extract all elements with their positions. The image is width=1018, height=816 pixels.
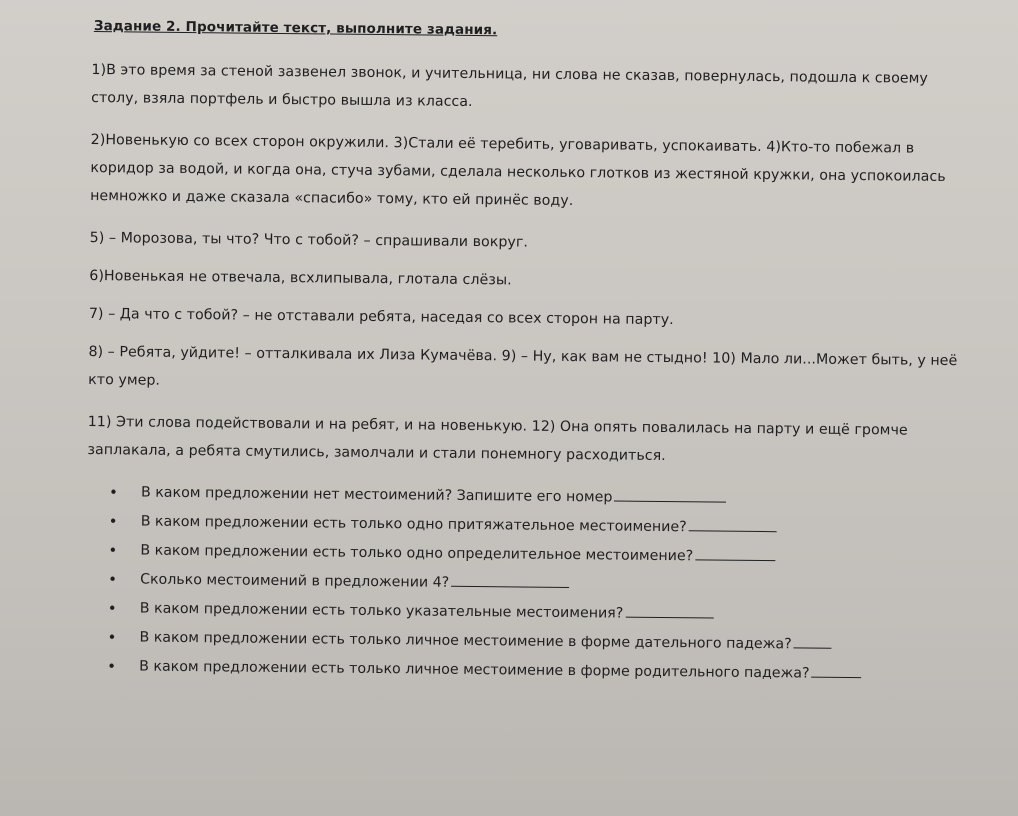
worksheet-content: [85, 18, 972, 690]
text-paragraph-2: 2)Новенькую со всех сторон окружили. 3)Стали её теребить, уговаривать, успокаивать. 4)Кто-то побежал в коридор за водой, и когда она, стуча зубами, сделала несколько глотков из жестяной кружки, она успокоилась немножко и даже сказала «спасибо» тому, кто ей принёс воду.: [90, 131, 946, 210]
task-title: Задание 2. Прочитайте текст, выполните задания.: [93, 18, 498, 39]
answer-blank[interactable]: [794, 633, 832, 648]
answer-blank[interactable]: [689, 516, 777, 532]
text-paragraph-5: 7) – Да что с тобой? – не отставали ребята, наседая со всех сторон на парту.: [88, 305, 674, 329]
answer-blank[interactable]: [614, 486, 726, 502]
question-text: В каком предложении есть только одно определительное местоимение?: [140, 542, 694, 565]
question-text: В каком предложении есть только личное местоимение в форме родительного падежа?: [139, 658, 810, 682]
bullet-icon: •: [107, 628, 117, 647]
text-paragraph-7: 11) Эти слова подействовали и на ребят, и на новенькую. 12) Она опять повалилась на парту и ещё громче заплакала, а ребята смутились, замолчали и стали понемногу расходиться.: [87, 413, 908, 465]
question-text: В каком предложении нет местоимений? Запишите его номер: [140, 484, 613, 506]
answer-blank[interactable]: [695, 545, 775, 561]
bullet-icon: •: [108, 541, 118, 560]
answer-blank[interactable]: [625, 603, 713, 619]
bullet-icon: •: [108, 483, 118, 502]
answer-blank[interactable]: [451, 572, 569, 588]
question-text: В каком предложении есть только указательные местоимения?: [139, 600, 624, 622]
text-paragraph-3: 5) – Морозова, ты что? Что с тобой? – спрашивали вокруг.: [89, 229, 529, 251]
text-paragraph-4: 6)Новенькая не отвечала, всхлипывала, глотала слёзы.: [89, 267, 512, 289]
bullet-icon: •: [108, 512, 118, 531]
bullet-icon: •: [107, 657, 117, 676]
question-text: В каком предложении есть только одно притяжательное местоимение?: [140, 513, 687, 536]
bullet-icon: •: [108, 570, 118, 589]
question-text: В каком предложении есть только личное местоимение в форме дательного падежа?: [139, 629, 792, 653]
question-text: Сколько местоимений в предложении 4?: [140, 571, 450, 591]
text-paragraph-6: 8) – Ребята, уйдите! – отталкивала их Лиза Кумачёва. 9) – Ну, как вам не стыдно! 10) Мало ли...Может быть, у неё кто умер.: [88, 343, 958, 389]
text-paragraph-1: 1)В это время за стеной зазвенел звонок, и учительница, ни слова не сказав, повернулась, подошла к своему столу, взяла портфель и быстро вышла из класса.: [91, 61, 928, 110]
question-list: [85, 478, 967, 690]
bullet-icon: •: [107, 599, 117, 618]
answer-blank[interactable]: [812, 663, 862, 679]
